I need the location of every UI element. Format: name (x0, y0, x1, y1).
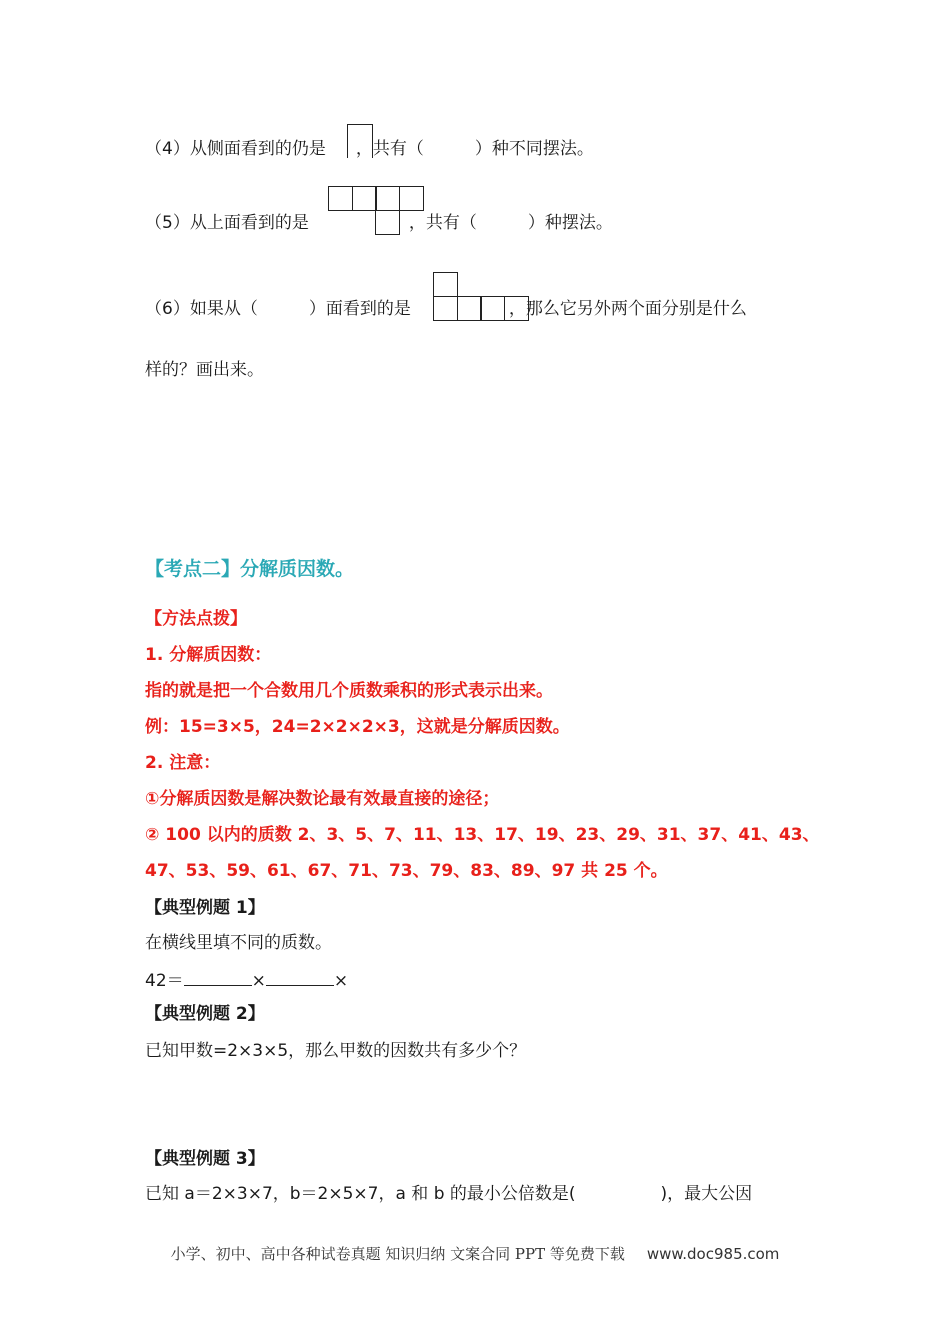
section-title: 【考点二】分解质因数。 (145, 558, 355, 580)
method-item-2-title: 2. 注意： (145, 753, 221, 773)
example-1-equation (145, 967, 348, 993)
view-6-cell (433, 296, 458, 321)
footer-text: 小学、初中、高中各种试卷真题 知识归纳 文案合同 PPT 等免费下载 (170, 1245, 625, 1263)
top-view-cell (399, 186, 424, 211)
view-6-cell (433, 272, 458, 297)
method-item-1-example: 例：15=3×5，24=2×2×2×3，这就是分解质因数。 (145, 717, 570, 737)
example-2-text: 已知甲数=2×3×5，那么甲数的因数共有多少个？ (145, 1041, 527, 1061)
example-3-heading: 【典型例题 3】 (145, 1149, 265, 1169)
times-sign: × (251, 971, 266, 991)
answer-blank-2[interactable] (266, 967, 334, 986)
method-note-2-line-2: 47、53、59、61、67、71、73、79、83、89、97 共 25 个。 (145, 861, 668, 881)
example-2-heading: 【典型例题 2】 (145, 1004, 265, 1024)
times-sign: × (333, 971, 349, 991)
question-6-prefix: （6）如果从（ ）面看到的是 (145, 299, 411, 319)
question-4-suffix: ，共有（ ）种不同摆法。 (355, 139, 594, 159)
page-footer (0, 1243, 950, 1264)
example-1-heading: 【典型例题 1】 (145, 898, 265, 918)
method-note-1: ①分解质因数是解决数论最有效最直接的途径； (145, 789, 500, 809)
method-item-1-definition: 指的就是把一个合数用几个质数乘积的形式表示出来。 (145, 681, 553, 701)
view-6-cell (480, 296, 505, 321)
view-6-cell (504, 296, 529, 321)
example-3-text: 已知 a＝2×3×7，b＝2×5×7，a 和 b 的最小公倍数是( )，最大公因 (145, 1184, 753, 1204)
question-4-prefix: （4）从侧面看到的仍是 (145, 139, 326, 159)
top-view-cell (375, 210, 400, 235)
method-item-1-title: 1. 分解质因数： (145, 645, 272, 665)
footer-url[interactable]: www.doc985.com (646, 1245, 780, 1263)
top-view-cell (328, 186, 353, 211)
question-6-continuation: 样的？画出来。 (145, 360, 264, 380)
question-5-prefix: （5）从上面看到的是 (145, 213, 309, 233)
question-6-suffix: ，那么它另外两个面分别是什么 (508, 299, 747, 319)
top-view-cell (375, 186, 400, 211)
top-view-cell (352, 186, 377, 211)
method-note-2-line-1: ② 100 以内的质数 2、3、5、7、11、13、17、19、23、29、31、37、41、43、 (145, 825, 820, 845)
view-6-cell (457, 296, 482, 321)
answer-blank-1[interactable] (184, 967, 252, 986)
question-5-suffix: ，共有（ ）种摆法。 (408, 213, 613, 233)
example-1-text: 在横线里填不同的质数。 (145, 933, 332, 953)
equation-start: 42＝ (145, 971, 184, 991)
method-heading: 【方法点拨】 (145, 609, 247, 629)
side-view-figure (347, 124, 373, 158)
